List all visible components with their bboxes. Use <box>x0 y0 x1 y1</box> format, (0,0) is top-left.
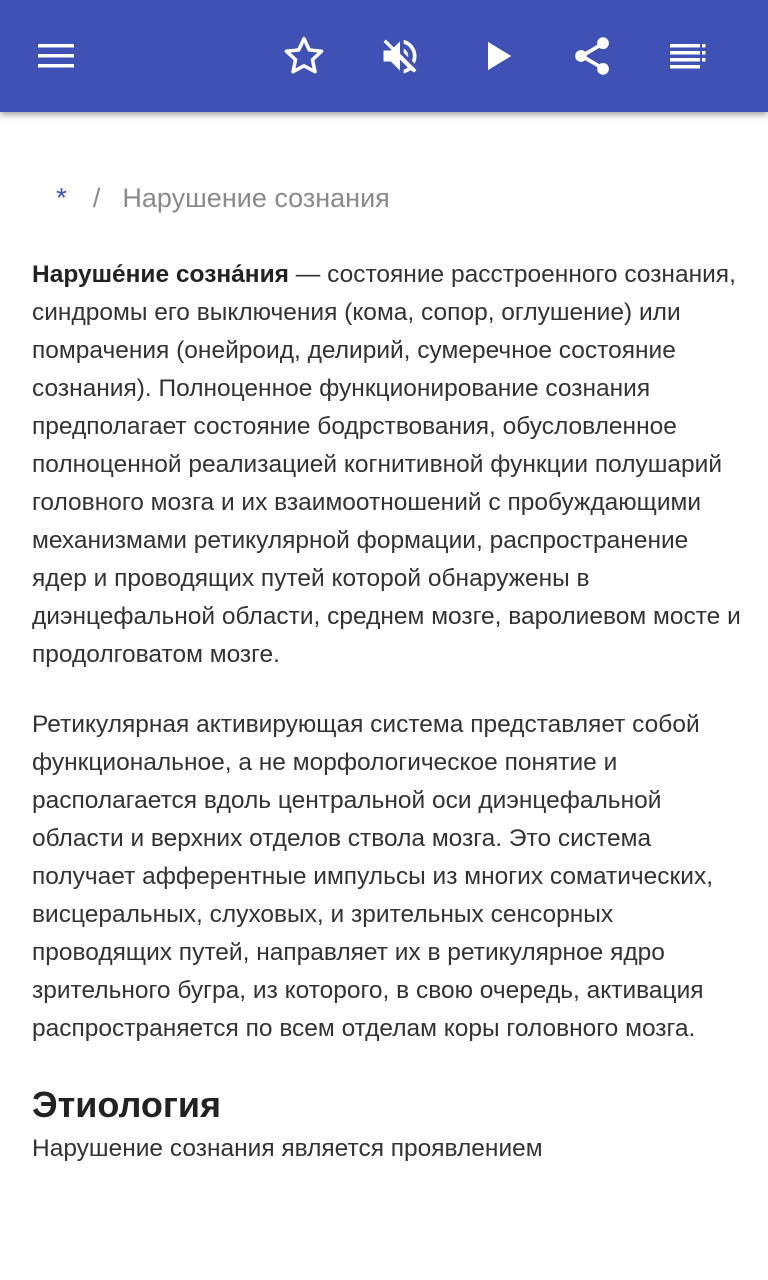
article-body <box>32 256 744 1200</box>
article-paragraph-intro <box>32 256 744 674</box>
play-button[interactable] <box>466 24 530 88</box>
breadcrumb-separator: / <box>92 183 101 213</box>
section-heading-etiology: Этиология <box>32 1084 221 1125</box>
mute-button[interactable] <box>368 24 432 88</box>
breadcrumb <box>56 182 390 214</box>
article-scroll-area[interactable] <box>0 112 768 1280</box>
breadcrumb-home-link[interactable]: * <box>56 182 67 213</box>
menu-button[interactable] <box>24 24 88 88</box>
article-intro-text: — состояние расстроенного сознания, синдромы его выключения (кома, сопор, оглушение) или помрачения (онейроид, делирий, сумеречное состояние сознания). Полноценное функционирование сознания предполагает состояние бодрствования, обусловленное полноценной реализацией когнитивной функции полушарий головного мозга и их взаимоотношений с пробуждающими механизмами ретикулярной формации, распространение ядер и проводящих путей которой обнаружены в диэнцефальной области, среднем мозге, варолиевом мосте и продолговатом мозге. <box>32 261 741 668</box>
breadcrumb-current: Нарушение сознания <box>122 183 390 213</box>
volume-off-icon <box>378 34 422 78</box>
list-icon <box>668 40 708 72</box>
share-button[interactable] <box>560 24 624 88</box>
share-icon <box>570 34 614 78</box>
play-icon <box>478 36 518 76</box>
favorite-button[interactable] <box>272 24 336 88</box>
menu-icon <box>36 40 76 72</box>
article-term: Наруше́ние созна́ния <box>32 261 289 288</box>
star-icon <box>282 34 326 78</box>
article-paragraph-2: Ретикулярная активирующая система представляет собой функциональное, а не морфологическое понятие и располагается вдоль центральной оси диэнцефальной области и верхних отделов ствола мозга. Это система получает афферентные импульсы из многих соматических, висцеральных, слуховых, и зрительных сенсорных проводящих путей, направляет их в ретикулярное ядро зрительного бугра, из которого, в свою очередь, активация распространяется по всем отделам коры головного мозга. <box>32 711 713 1042</box>
contents-button[interactable] <box>656 24 720 88</box>
app-toolbar <box>0 0 768 112</box>
article-paragraph-3: Нарушение сознания является проявлением <box>32 1135 543 1162</box>
